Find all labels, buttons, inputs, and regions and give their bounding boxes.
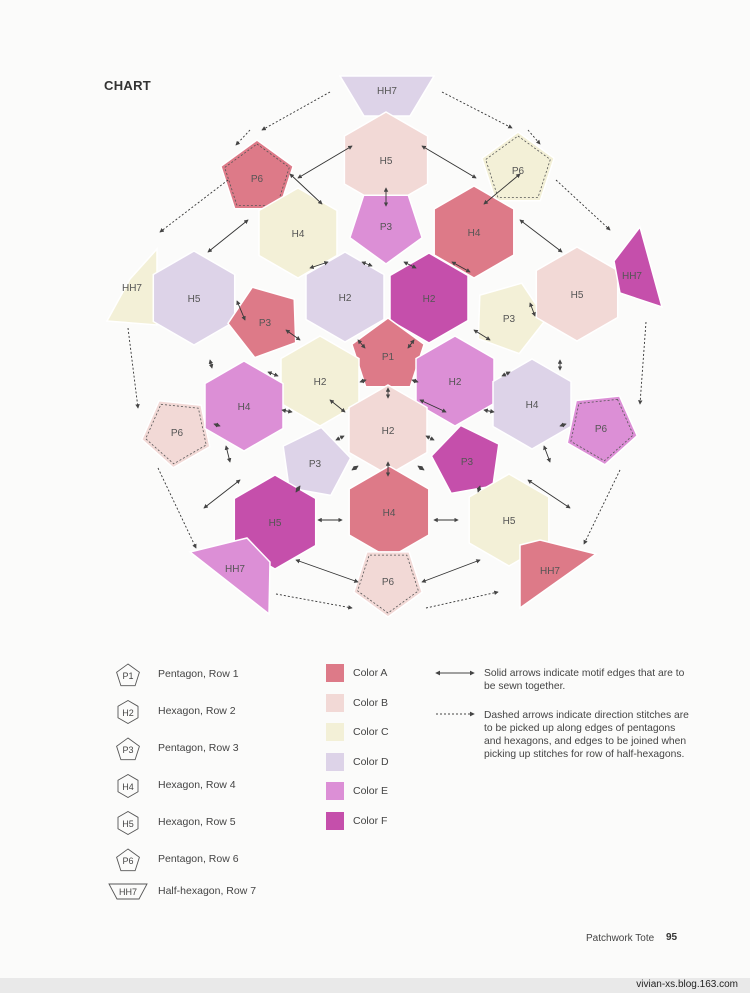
solid-arrow-20 [210, 360, 212, 368]
dashed-arrow-5 [640, 322, 646, 404]
color-label-c: Color C [353, 726, 389, 738]
motif-label-h2-bottom: H2 [381, 426, 395, 437]
legend-shape-text-h4: Hexagon, Row 4 [158, 779, 236, 791]
dashed-arrow-8 [276, 594, 352, 608]
motif-label-h5-right: H5 [570, 290, 584, 301]
dashed-arrow-7 [584, 470, 620, 544]
legend-icon-h5 [115, 810, 159, 836]
motif-label-hh7-right: HH7 [621, 271, 643, 282]
footer-page-number: 95 [666, 932, 678, 943]
solid-arrow-33 [544, 446, 550, 462]
note-solid-arrows: Solid arrows indicate motif edges that are to be sewn together. [484, 668, 685, 692]
solid-arrow-41 [296, 560, 358, 582]
legend-shape-text-p6: Pentagon, Row 6 [158, 853, 239, 865]
motif-label-p3-lower-left: P3 [308, 459, 322, 470]
motif-label-h4-upper-right: H4 [467, 228, 481, 239]
legend-shape-text-p1: Pentagon, Row 1 [158, 668, 239, 680]
motif-label-hh7-lower-left: HH7 [224, 564, 246, 575]
svg-text:P6: P6 [122, 856, 134, 866]
motif-label-h2-upper-right: H2 [422, 294, 436, 305]
dashed-arrow-10 [236, 130, 250, 145]
svg-text:HH7: HH7 [118, 887, 138, 897]
motif-label-h4-right: H4 [525, 400, 539, 411]
legend-icon-hh7 [107, 879, 151, 905]
chart-title: CHART [104, 78, 151, 93]
motif-label-p3-top: P3 [379, 222, 393, 233]
color-swatch-a [326, 664, 344, 682]
solid-arrow-30 [352, 466, 358, 470]
motif-hh7-right [614, 227, 662, 307]
motif-label-hh7-left: HH7 [121, 283, 143, 294]
solid-arrow-6 [520, 220, 562, 252]
svg-text:H5: H5 [122, 819, 134, 829]
dashed-arrow-9 [426, 592, 498, 608]
legend-shape-text-h5: Hexagon, Row 5 [158, 816, 236, 828]
legend-shape-text-h2: Hexagon, Row 2 [158, 705, 236, 717]
dashed-arrow-0 [262, 92, 330, 130]
dashed-arrow-2 [160, 180, 228, 232]
dashed-arrow-1 [442, 92, 512, 128]
note-dashed-arrows: Dashed arrows indicate direction stitches are to be picked up along edges of pentagons and hexagons, and edges to be joined when picking up stitches for row of half-hexagons. [484, 710, 689, 760]
motif-label-h5-lower-left: H5 [268, 518, 282, 529]
color-swatch-d [326, 753, 344, 771]
color-label-d: Color D [353, 755, 389, 768]
motif-label-p3-right: P3 [502, 314, 516, 325]
motif-label-p3-left: P3 [258, 318, 272, 329]
motif-label-h4-upper-left: H4 [291, 229, 305, 240]
legend-icon-p1 [115, 662, 159, 688]
legend-shape-text-p3: Pentagon, Row 3 [158, 742, 239, 754]
motif-label-h2-right: H2 [448, 377, 462, 388]
legend-icon-p3 [115, 736, 159, 762]
motif-label-h4-left: H4 [237, 402, 251, 413]
legend-arrow-samples [434, 666, 476, 726]
motif-label-p6-left: P6 [170, 428, 184, 439]
motif-label-h5-left: H5 [187, 294, 201, 305]
motif-label-h4-bottom: H4 [382, 508, 396, 519]
motif-label-h5-lower-right: H5 [502, 516, 516, 527]
watermark: vivian-xs.blog.163.com [636, 979, 738, 990]
color-swatch-c [326, 723, 344, 741]
motif-label-p6-bottom: P6 [381, 577, 395, 588]
motif-label-h2-upper-left: H2 [338, 293, 352, 304]
solid-arrow-5 [208, 220, 248, 252]
dashed-arrow-6 [158, 468, 196, 548]
dashed-arrow-3 [556, 180, 610, 230]
solid-arrow-28 [336, 436, 344, 440]
motif-label-h2-left: H2 [313, 377, 327, 388]
color-swatch-b [326, 694, 344, 712]
solid-arrow-31 [418, 466, 424, 470]
solid-arrow-32 [226, 446, 230, 462]
color-label-b: Color B [353, 696, 389, 709]
legend-icon-h4 [115, 773, 159, 799]
svg-text:H2: H2 [122, 708, 134, 718]
motif-hh7-lower-left [190, 538, 270, 614]
dashed-arrow-4 [128, 328, 138, 408]
motif-label-hh7-top: HH7 [376, 86, 398, 97]
solid-arrow-1 [422, 146, 476, 178]
color-swatch-f [326, 812, 344, 830]
svg-text:H4: H4 [122, 782, 134, 792]
svg-text:P3: P3 [122, 745, 134, 755]
motif-label-p6-upper-right: P6 [511, 166, 525, 177]
motif-label-hh7-lower-right: HH7 [539, 566, 561, 577]
color-label-a: Color A [353, 667, 388, 679]
color-label-e: Color E [353, 785, 389, 797]
legend-icon-p6 [115, 847, 159, 873]
motif-label-p3-lower-right: P3 [460, 457, 474, 468]
solid-arrow-42 [422, 560, 480, 582]
svg-text:P1: P1 [122, 671, 134, 681]
legend-icon-h2 [115, 699, 159, 725]
motif-label-p6-upper-left: P6 [250, 174, 264, 185]
motif-label-h5-top: H5 [379, 156, 393, 167]
motif-label-p6-right: P6 [594, 424, 608, 435]
motif-label-p1-center: P1 [381, 352, 395, 363]
footer-book-title: Patchwork Tote [586, 933, 655, 944]
legend-shape-text-hh7: Half-hexagon, Row 7 [158, 885, 257, 897]
color-label-f: Color F [353, 814, 388, 827]
color-swatch-e [326, 782, 344, 800]
